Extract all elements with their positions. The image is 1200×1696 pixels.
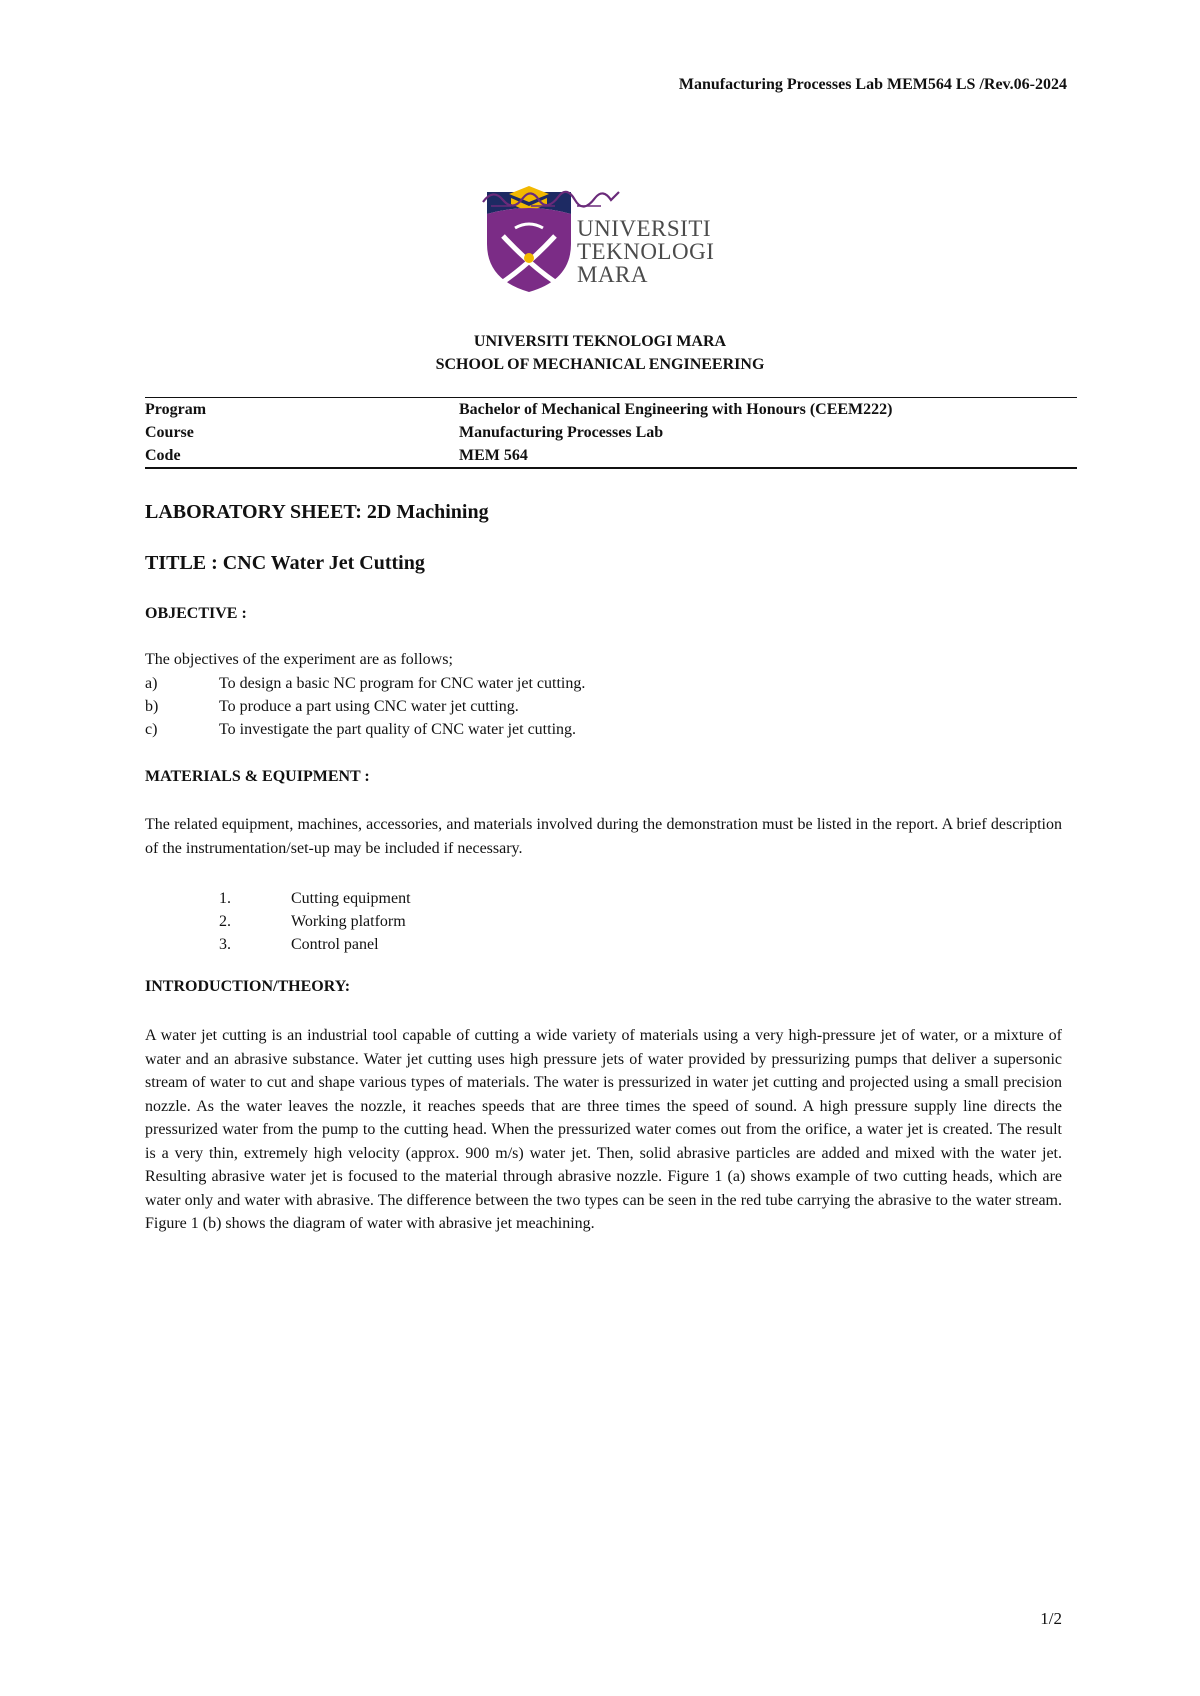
info-key: Course <box>145 424 194 441</box>
info-value: Manufacturing Processes Lab <box>459 424 664 441</box>
info-value: MEM 564 <box>459 447 528 464</box>
list-text: Working platform <box>291 913 406 930</box>
logo-line-1: UNIVERSITI <box>577 216 712 241</box>
jawi-script-icon <box>481 184 621 210</box>
introduction-heading: INTRODUCTION/THEORY: <box>145 978 351 995</box>
list-marker: a) <box>145 675 158 692</box>
list-marker: 2. <box>219 913 231 930</box>
list-text: Cutting equipment <box>291 890 411 907</box>
info-key: Program <box>145 401 207 418</box>
introduction-paragraph: A water jet cutting is an industrial tool capable of cutting a wide variety of materials using a very high-pressure jet of water, or a mixture of water and an abrasive substance. Water jet cutting uses high pressure jets of water provided by pressurizing pumps that deliver a supersonic stream of water to cut and shape various types of materials. The water is pressurized in water jet cutting and projected using a small precision nozzle. As the water leaves the nozzle, it reaches speeds that are three times the speed of sound. A high pressure supply line directs the pressurized water from the pump to the cutting head. When the pressurized water comes out from the orifice, a water jet is created. The result is a very thin, extremely high velocity (approx. 900 m/s) water jet. Then, solid abrasive particles are added and mixed with the water jet. Resulting abrasive water jet is focused to the material through abrasive nozzle. Figure 1 (a) shows example of two cutting heads, which are water only and water with abrasive. The difference between the two types can be seen in the red tube carrying the abrasive to the water stream. Figure 1 (b) shows the diagram of water with abrasive jet meachining. <box>145 1027 1062 1232</box>
objective-intro: The objectives of the experiment are as follows; <box>145 651 453 668</box>
list-marker: 1. <box>219 890 231 907</box>
list-marker: c) <box>145 721 158 738</box>
info-value: Bachelor of Mechanical Engineering with Honours (CEEM222) <box>459 401 893 418</box>
list-text: To design a basic NC program for CNC water jet cutting. <box>219 675 586 692</box>
list-marker: b) <box>145 698 159 715</box>
logo-line-2: TEKNOLOGI <box>577 239 715 264</box>
course-info-table <box>145 397 1077 469</box>
list-text: To produce a part using CNC water jet cutting. <box>219 698 519 715</box>
list-marker: 3. <box>219 936 231 953</box>
university-name: UNIVERSITI TEKNOLOGI MARA <box>473 333 727 350</box>
lab-sheet-heading: LABORATORY SHEET: 2D Machining <box>145 501 489 523</box>
materials-heading: MATERIALS & EQUIPMENT : <box>145 768 370 785</box>
school-name: SCHOOL OF MECHANICAL ENGINEERING <box>435 356 765 373</box>
experiment-title: TITLE : CNC Water Jet Cutting <box>145 552 425 574</box>
objective-heading: OBJECTIVE : <box>145 605 247 622</box>
page-number: 1/2 <box>1040 1609 1062 1628</box>
info-row-program <box>145 398 1077 421</box>
info-row-code <box>145 444 1077 467</box>
list-text: To investigate the part quality of CNC water jet cutting. <box>219 721 577 738</box>
university-logo <box>481 184 731 294</box>
list-text: Control panel <box>291 936 379 953</box>
logo-line-3: MARA <box>577 262 649 287</box>
document-reference: Manufacturing Processes Lab MEM564 LS /Rev.06-2024 <box>678 76 1067 93</box>
logo-wordmark <box>577 217 714 286</box>
info-row-course <box>145 421 1077 444</box>
materials-paragraph: The related equipment, machines, accessories, and materials involved during the demonstration must be listed in the report. A brief description of the instrumentation/set-up may be included if necessary. <box>145 816 1062 857</box>
info-key: Code <box>145 447 181 464</box>
